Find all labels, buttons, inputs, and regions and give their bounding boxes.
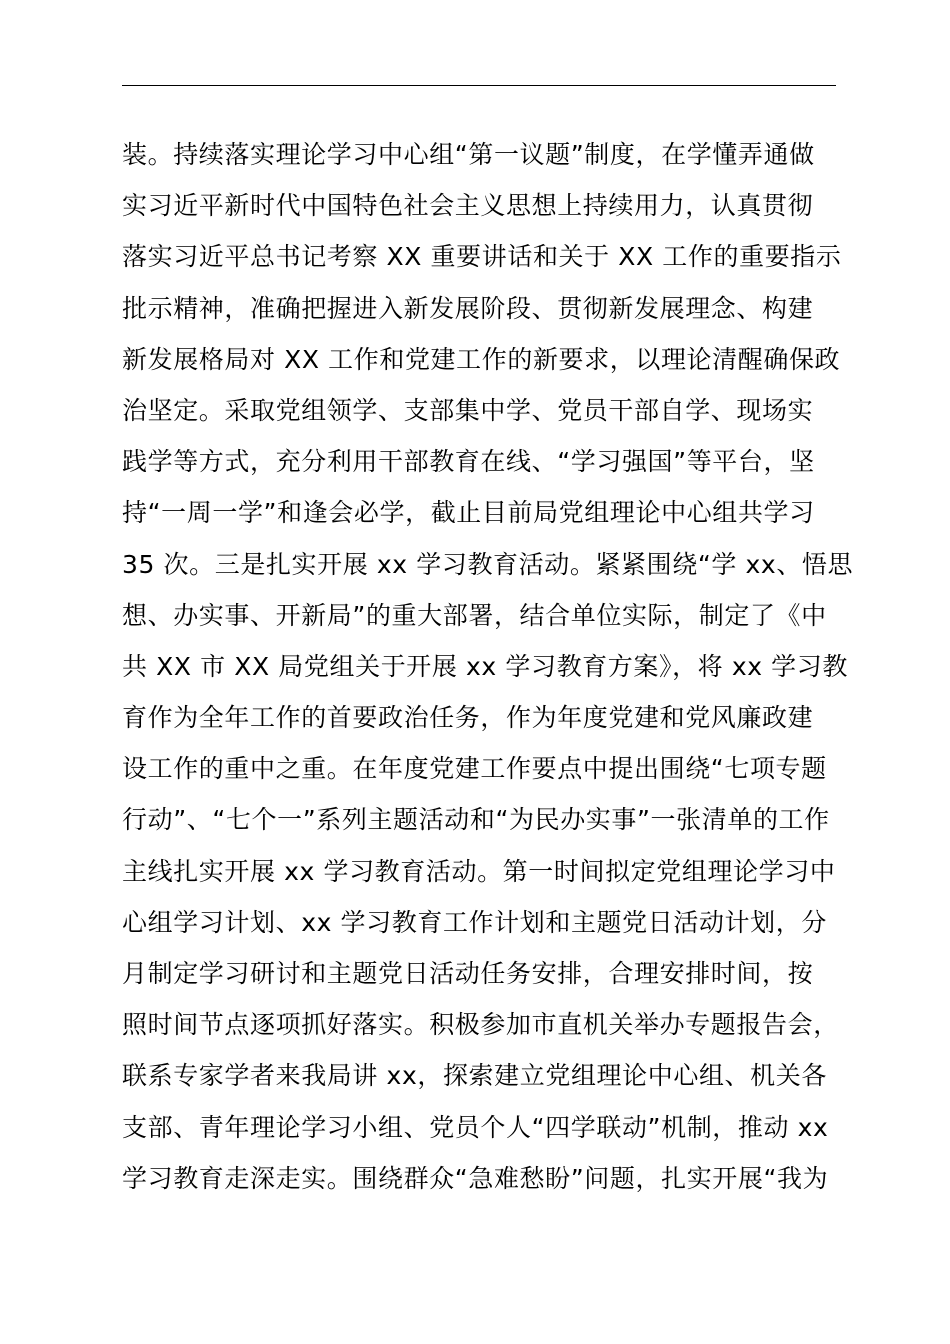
header-rule bbox=[122, 85, 836, 86]
text-line: 想、办实事、开新局”的重大部署，结合单位实际，制定了《中 bbox=[122, 600, 827, 630]
text-line: 照时间节点逐项抓好落实。积极参加市直机关举办专题报告会， bbox=[122, 1010, 839, 1040]
text-line: 学习教育走深走实。围绕群众“急难愁盼”问题，扎实开展“我为 bbox=[122, 1163, 829, 1193]
text-line: 月制定学习研讨和主题党日活动任务安排，合理安排时间，按 bbox=[122, 959, 814, 988]
text-line: 设工作的重中之重。在年度党建工作要点中提出围绕“七项专题 bbox=[122, 754, 827, 784]
text-line: 实习近平新时代中国特色社会主义思想上持续用力，认真贯彻 bbox=[122, 191, 814, 221]
text-line: 支部、青年理论学习小组、党员个人“四学联动”机制，推动 xx bbox=[122, 1112, 829, 1142]
text-line: 持“一周一学”和逢会必学，截止目前局党组理论中心组共学习 bbox=[122, 498, 815, 528]
text-line: 行动”、“七个一”系列主题活动和“为民办实事”一张清单的工作 bbox=[122, 805, 830, 835]
text-line: 落实习近平总书记考察 XX 重要讲话和关于 XX 工作的重要指示 bbox=[122, 242, 842, 272]
body-paragraph bbox=[122, 129, 862, 1204]
text-line: 践学等方式，充分利用干部教育在线、“学习强国”等平台，坚 bbox=[122, 447, 815, 477]
text-line: 联系专家学者来我局讲 xx，探索建立党组理论中心组、机关各 bbox=[122, 1061, 827, 1091]
text-line: 35 次。三是扎实开展 xx 学习教育活动。紧紧围绕“学 xx、悟思 bbox=[122, 549, 854, 579]
text-line: 心组学习计划、xx 学习教育工作计划和主题党日活动计划，分 bbox=[122, 907, 827, 937]
text-line: 共 XX 市 XX 局党组关于开展 xx 学习教育方案》，将 xx 学习教 bbox=[122, 651, 848, 681]
text-line: 主线扎实开展 xx 学习教育活动。第一时间拟定党组理论学习中 bbox=[122, 856, 836, 886]
text-line: 育作为全年工作的首要政治任务，作为年度党建和党风廉政建 bbox=[122, 703, 814, 733]
text-line: 新发展格局对 XX 工作和党建工作的新要求，以理论清醒确保政 bbox=[122, 344, 841, 374]
text-line: 装。持续落实理论学习中心组“第一议题”制度，在学懂弄通做 bbox=[122, 140, 815, 169]
text-line: 批示精神，准确把握进入新发展阶段、贯彻新发展理念、构建 bbox=[122, 293, 814, 323]
text-line: 治坚定。采取党组领学、支部集中学、党员干部自学、现场实 bbox=[122, 395, 814, 425]
